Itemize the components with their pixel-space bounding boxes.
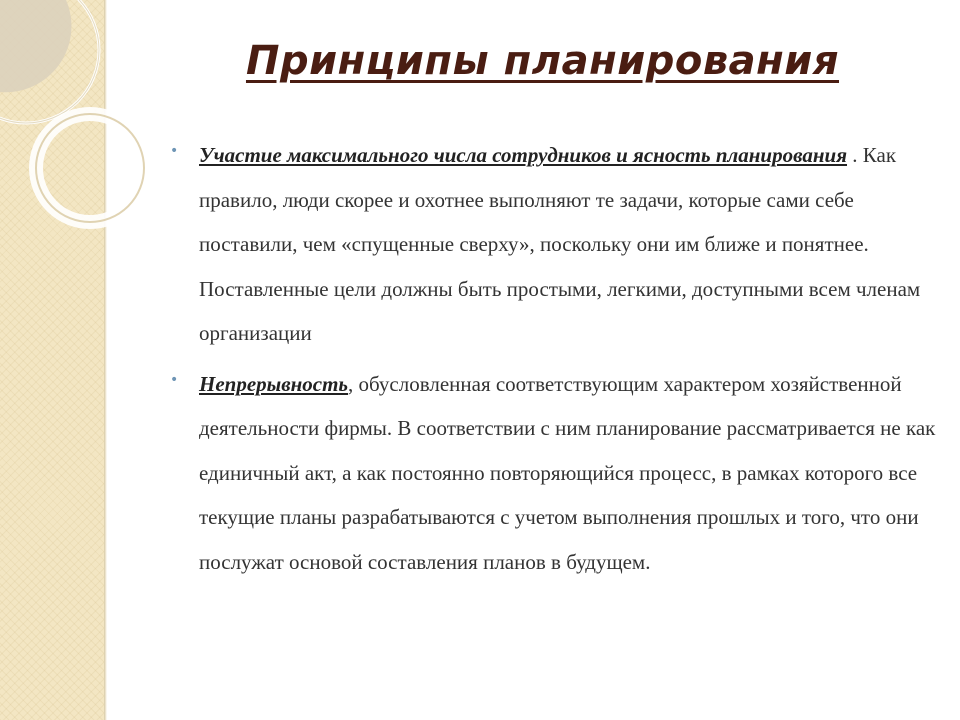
principle-term: Непрерывность <box>199 371 349 396</box>
list-item <box>166 362 936 585</box>
slide-title: Принципы планирования <box>245 38 840 84</box>
bullet-list <box>166 133 936 590</box>
bullet-dot-icon: • <box>170 371 179 388</box>
list-item <box>166 133 936 356</box>
principle-term: Участие максимального числа сотрудников и ясность планирования <box>199 143 848 167</box>
principle-description: . Как правило, люди скорее и охотнее выполняют те задачи, которые сами себе поставили, чем «спущенные сверху», поскольку они им ближе и понятнее. Поставленные цели должны быть простыми, легкими, доступными всем членам организации <box>199 143 921 345</box>
principle-description: , обусловленная соответствующим характером хозяйственной деятельности фирмы. В соответствии с ним планирование рассматривается не как единичный акт, а как постоянно повторяющийся процесс, в рамках которого все текущие планы разрабатываются с учетом выполнения прошлых и того, что они послужат основой составления планов в будущем. <box>199 371 936 574</box>
bullet-dot-icon: • <box>170 143 179 159</box>
